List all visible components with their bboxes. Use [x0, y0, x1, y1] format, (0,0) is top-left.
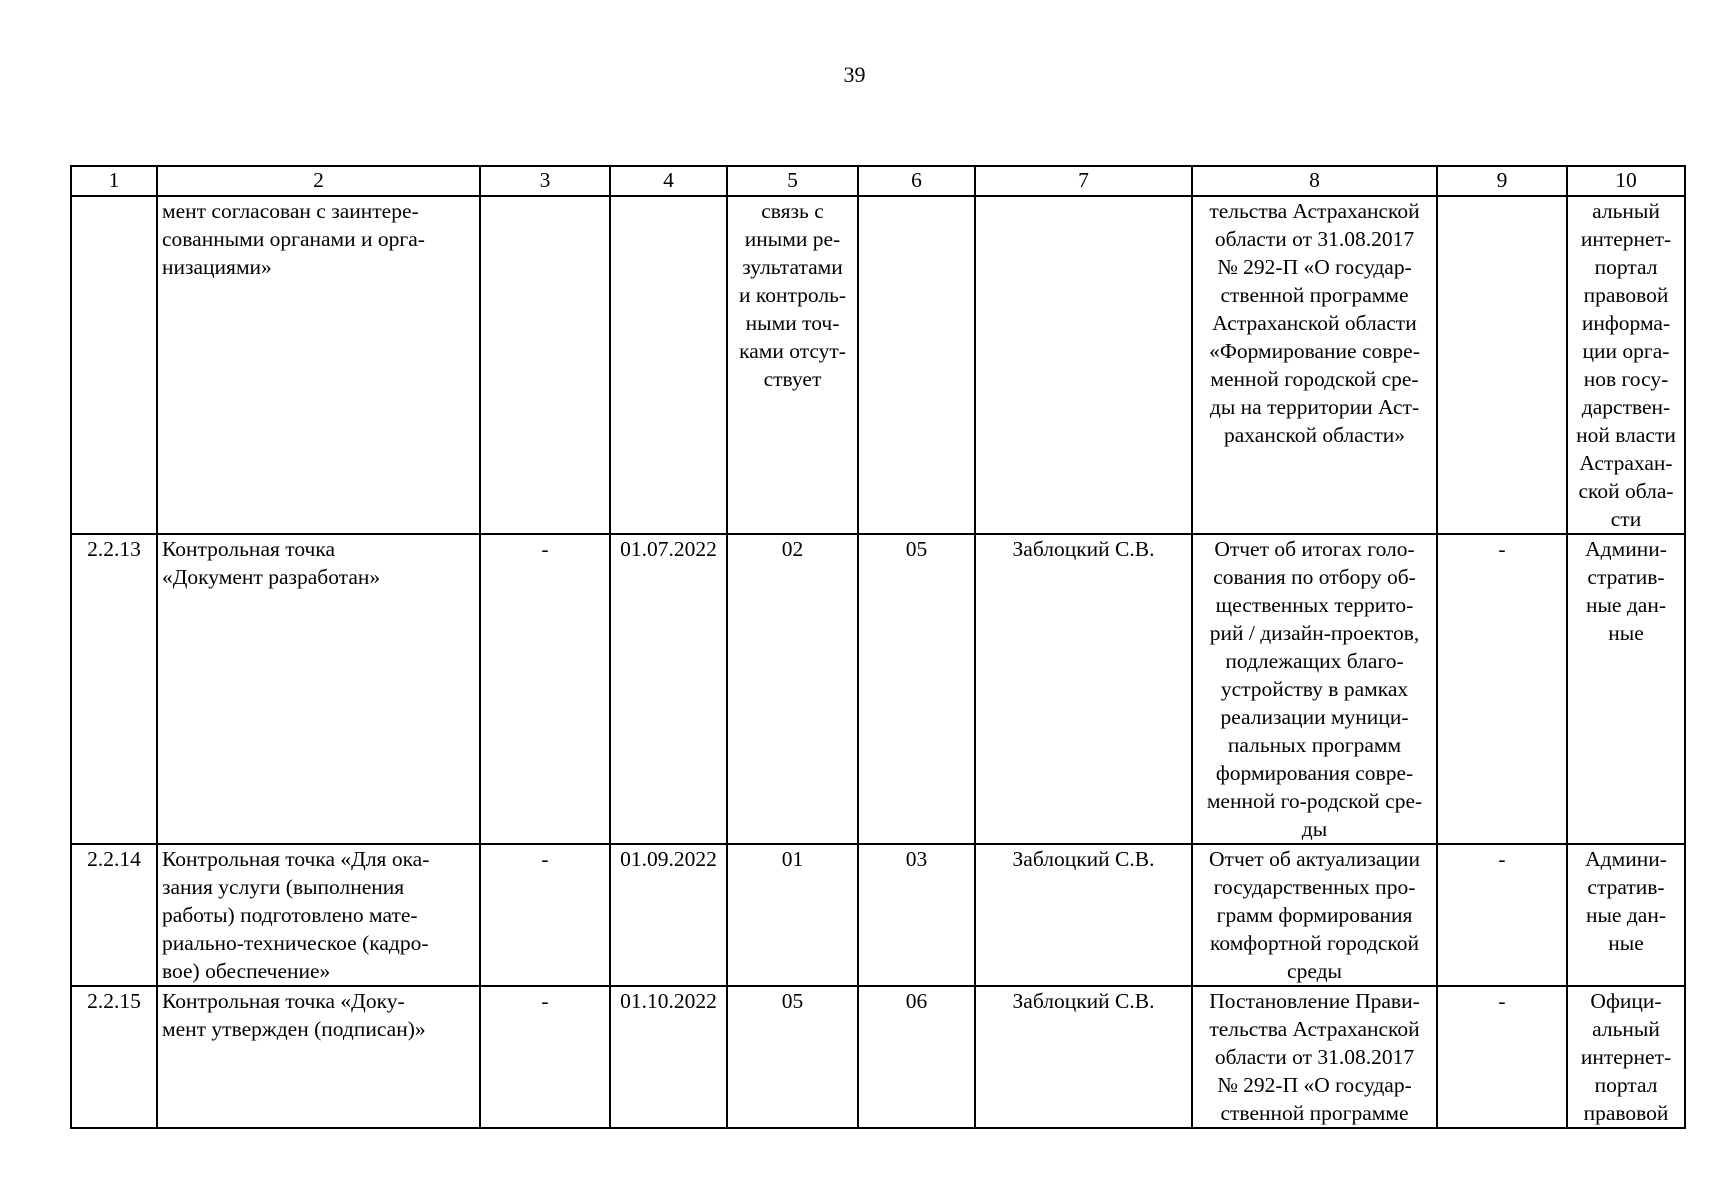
cell-responsible: Заблоцкий С.В.: [975, 986, 1192, 1128]
header-cell-6: 6: [858, 166, 975, 196]
table-row: [71, 986, 1685, 1128]
cell-col5: 01: [727, 844, 858, 986]
table-header-row: [71, 166, 1685, 196]
cell-col6: 06: [858, 986, 975, 1128]
cell-number: 2.2.15: [71, 986, 157, 1128]
cell-name: Контрольная точка «Для ока- зания услуги (выполнения работы) подготовлено мате- риально-техническое (кадро- вое) обеспечение»: [157, 844, 480, 986]
cell-col9: [1437, 196, 1567, 534]
cell-date: 01.07.2022: [610, 534, 727, 844]
cell-date: 01.09.2022: [610, 844, 727, 986]
cell-col6: 03: [858, 844, 975, 986]
header-cell-2: 2: [157, 166, 480, 196]
cell-source: альный интернет- портал правовой информа- ции орга- нов госу- дарствен- ной власти Астрахан- ской обла- сти: [1567, 196, 1685, 534]
cell-col5: 05: [727, 986, 858, 1128]
header-cell-10: 10: [1567, 166, 1685, 196]
cell-document: Постановление Прави- тельства Астраханской области от 31.08.2017 № 292-П «О государ- ственной программе: [1192, 986, 1437, 1128]
cell-source: Админи- стратив- ные дан- ные: [1567, 534, 1685, 844]
header-cell-7: 7: [975, 166, 1192, 196]
cell-col9: -: [1437, 986, 1567, 1128]
cell-document: тельства Астраханской области от 31.08.2017 № 292-П «О государ- ственной программе Астраханской области «Формирование совре- менной городской сре- ды на территории Аст- раханской области»: [1192, 196, 1437, 534]
cell-date: [610, 196, 727, 534]
cell-responsible: [975, 196, 1192, 534]
header-cell-9: 9: [1437, 166, 1567, 196]
table-row: [71, 844, 1685, 986]
cell-col9: -: [1437, 534, 1567, 844]
header-cell-5: 5: [727, 166, 858, 196]
cell-col9: -: [1437, 844, 1567, 986]
cell-col5: связь с иными ре- зультатами и контроль- ными точ- ками отсут- ствует: [727, 196, 858, 534]
cell-col3: -: [480, 534, 610, 844]
table-row-continuation: [71, 196, 1685, 534]
header-cell-8: 8: [1192, 166, 1437, 196]
cell-source: Офици- альный интернет- портал правовой: [1567, 986, 1685, 1128]
cell-name: Контрольная точка «Доку- мент утвержден (подписан)»: [157, 986, 480, 1128]
cell-source: Админи- стратив- ные дан- ные: [1567, 844, 1685, 986]
header-cell-1: 1: [71, 166, 157, 196]
cell-name: Контрольная точка «Документ разработан»: [157, 534, 480, 844]
header-cell-4: 4: [610, 166, 727, 196]
cell-number: 2.2.13: [71, 534, 157, 844]
cell-date: 01.10.2022: [610, 986, 727, 1128]
control-points-table: [70, 165, 1686, 1129]
table-row: [71, 534, 1685, 844]
cell-document: Отчет об итогах голо- сования по отбору об- щественных террито- рий / дизайн-проектов, подлежащих благо- устройству в рамках реализации муници- пальных программ формирования совре- менной го-родской сре- ды: [1192, 534, 1437, 844]
cell-col5: 02: [727, 534, 858, 844]
cell-col6: 05: [858, 534, 975, 844]
cell-col3: -: [480, 986, 610, 1128]
cell-col6: [858, 196, 975, 534]
cell-col3: -: [480, 844, 610, 986]
page-number: 39: [843, 62, 866, 87]
cell-number: 2.2.14: [71, 844, 157, 986]
cell-document: Отчет об актуализации государственных про- грамм формирования комфортной городской среды: [1192, 844, 1437, 986]
cell-number: [71, 196, 157, 534]
header-cell-3: 3: [480, 166, 610, 196]
cell-name: мент согласован с заинтере- сованными органами и орга- низациями»: [157, 196, 480, 534]
cell-col3: [480, 196, 610, 534]
cell-responsible: Заблоцкий С.В.: [975, 534, 1192, 844]
cell-responsible: Заблоцкий С.В.: [975, 844, 1192, 986]
